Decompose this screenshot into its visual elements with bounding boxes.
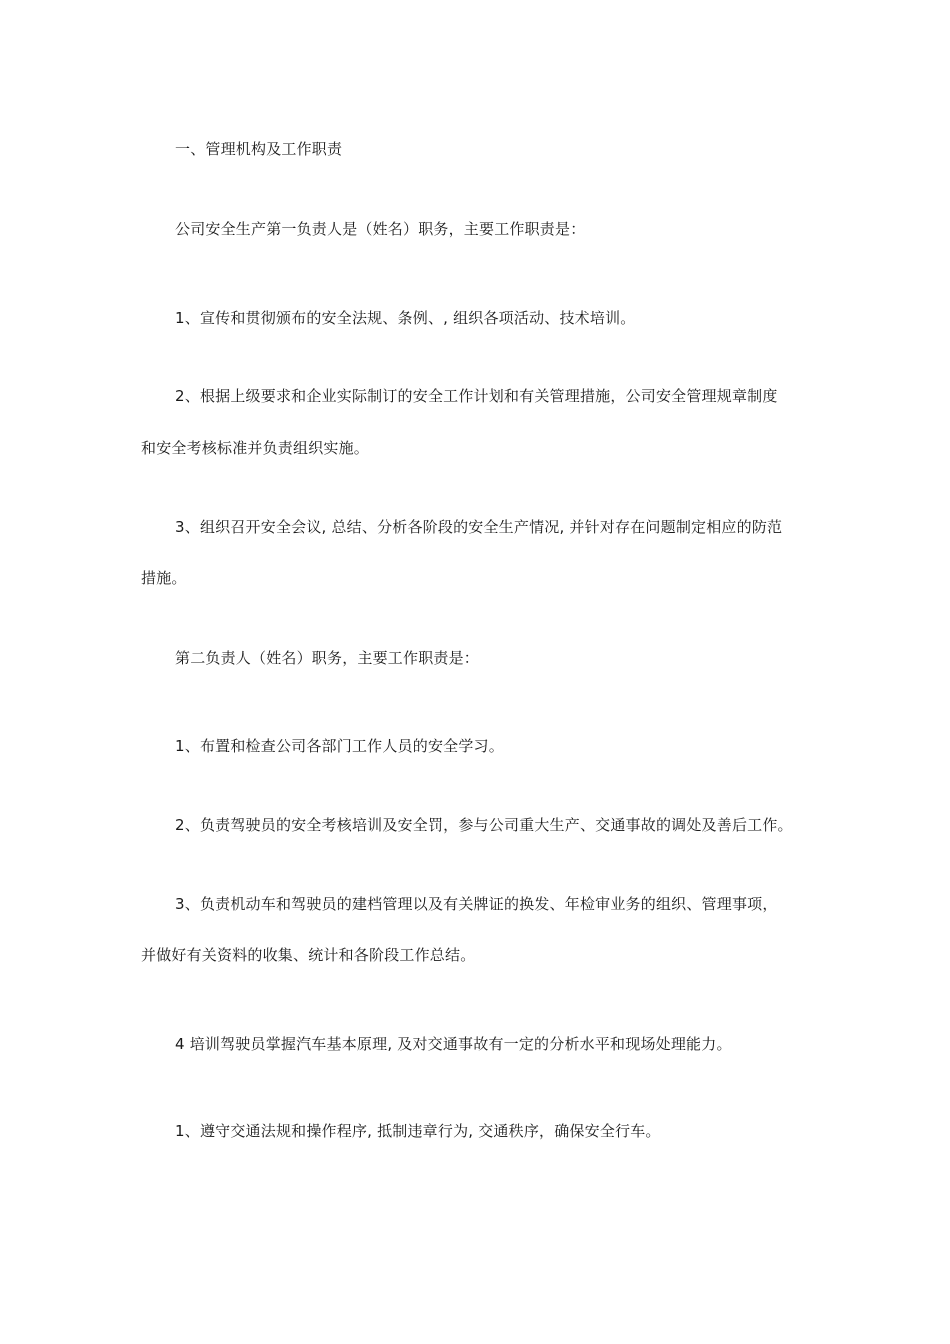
first-leader-item-3-line-1: 3、组织召开安全会议, 总结、分析各阶段的安全生产情况, 并针对存在问题制定相应的防范 [175, 518, 783, 536]
second-leader-intro: 第二负责人（姓名）职务，主要工作职责是： [175, 649, 480, 667]
first-leader-item-3-line-2: 措施。 [141, 569, 187, 587]
first-leader-item-1: 1、宣传和贯彻颁布的安全法规、条例、, 组织各项活动、技术培训。 [175, 309, 636, 327]
second-leader-item-4: 4 培训驾驶员掌握汽车基本原理, 及对交通事故有一定的分析水平和现场处理能力。 [175, 1035, 732, 1053]
second-leader-item-3-line-1: 3、负责机动车和驾驶员的建档管理以及有关牌证的换发、年检审业务的组织、管理事项， [175, 895, 778, 913]
second-leader-item-1: 1、布置和检查公司各部门工作人员的安全学习。 [175, 737, 504, 755]
first-leader-item-2-line-2: 和安全考核标准并负责组织实施。 [141, 439, 370, 457]
second-leader-item-2: 2、负责驾驶员的安全考核培训及安全罚，参与公司重大生产、交通事故的调处及善后工作。 [175, 816, 793, 834]
first-leader-item-2-line-1: 2、根据上级要求和企业实际制订的安全工作计划和有关管理措施，公司安全管理规章制度 [175, 387, 778, 405]
driver-duty-item-1: 1、遵守交通法规和操作程序, 抵制违章行为, 交通秩序，确保安全行车。 [175, 1122, 661, 1140]
section-heading: 一、管理机构及工作职责 [175, 140, 343, 158]
second-leader-item-3-line-2: 并做好有关资料的收集、统计和各阶段工作总结。 [141, 946, 476, 964]
first-leader-intro: 公司安全生产第一负责人是（姓名）职务，主要工作职责是： [175, 220, 586, 238]
